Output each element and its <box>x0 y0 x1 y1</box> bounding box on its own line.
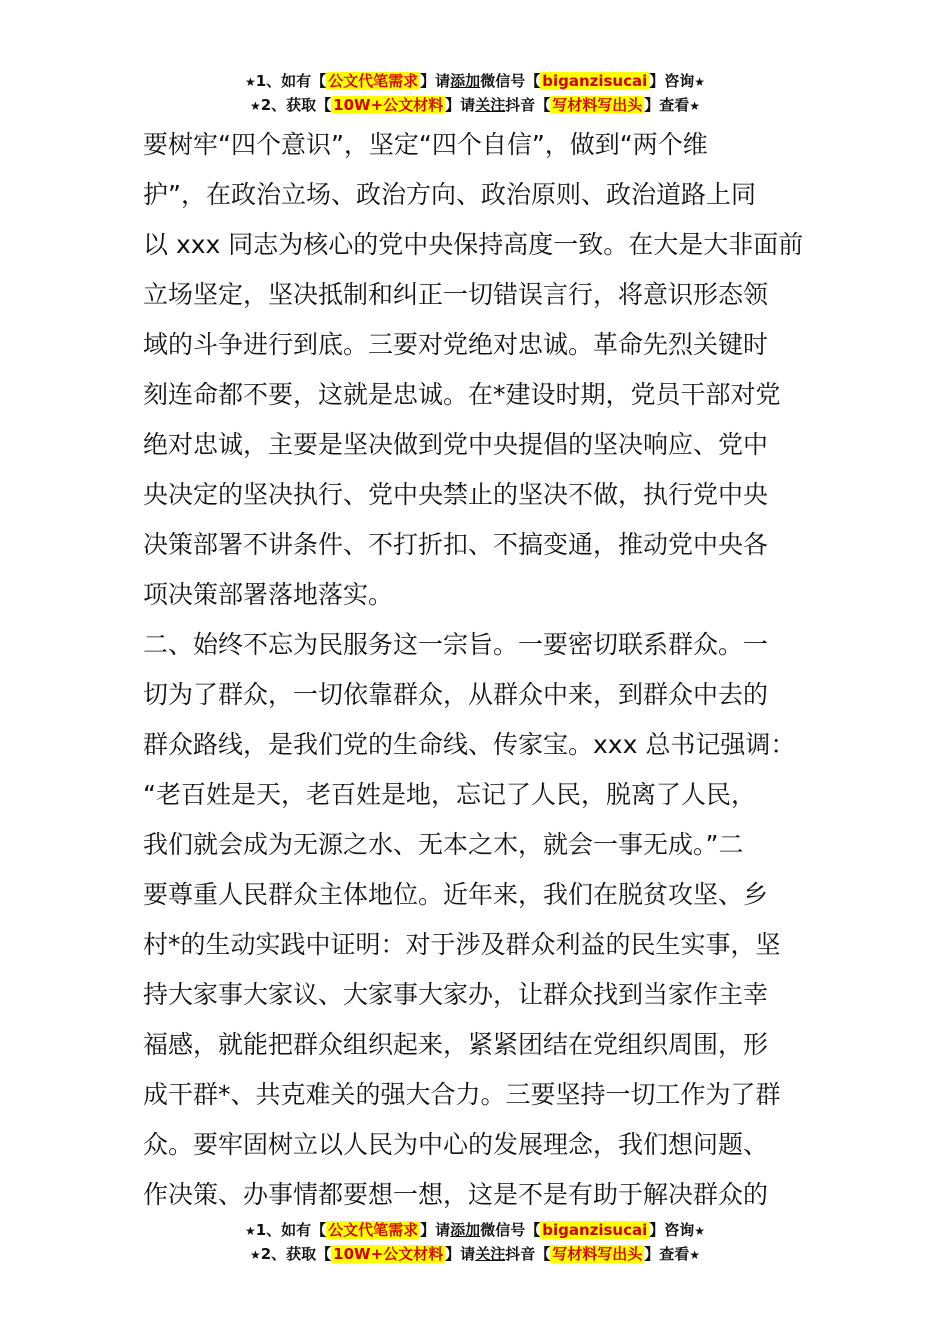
highlight-materials: 10W+公文材料 <box>333 96 444 114</box>
star-icon: ★ <box>244 75 256 89</box>
highlight-douyin-account: 写材料写出头 <box>552 1245 643 1263</box>
header-banner-line-2 <box>0 94 950 117</box>
star-icon: ★ <box>249 99 261 113</box>
banner-text: 1、如有【 <box>255 1221 327 1239</box>
banner-underlined-text: 添加 <box>450 72 481 90</box>
body-line: 要尊重人民群众主体地位。近年来，我们在脱贫攻坚、乡 <box>143 880 769 909</box>
body-line: 项决策部署落地落实。 <box>143 580 394 609</box>
star-icon: ★ <box>689 1248 701 1262</box>
banner-text: 1、如有【 <box>255 72 327 90</box>
footer-banner-line-1 <box>0 1219 950 1242</box>
body-line: 福感，就能把群众组织起来，紧紧团结在党组织周围，形 <box>143 1030 769 1059</box>
body-line: 护”，在政治立场、政治方向、政治原则、政治道路上同 <box>143 180 756 209</box>
body-line: 群众路线，是我们党的生命线、传家宝。xxx 总书记强调： <box>143 730 796 759</box>
banner-text: 】咨询 <box>649 72 695 90</box>
banner-text: 】咨询 <box>649 1221 695 1239</box>
body-line: 央决定的坚决执行、党中央禁止的坚决不做，执行党中央 <box>143 480 769 509</box>
document-body <box>143 120 807 1220</box>
highlight-wechat-id: biganzisucai <box>542 1221 648 1239</box>
banner-text: 抖音【 <box>505 1245 551 1263</box>
star-icon: ★ <box>689 99 701 113</box>
highlight-ghostwriting-service: 公文代笔需求 <box>328 72 419 90</box>
body-line: 域的斗争进行到底。三要对党绝对忠诚。革命先烈关键时 <box>143 330 769 359</box>
banner-text: 】请 <box>420 1221 451 1239</box>
star-icon: ★ <box>694 75 706 89</box>
banner-text: 2、获取【 <box>260 1245 332 1263</box>
star-icon: ★ <box>244 1224 256 1238</box>
banner-text: 2、获取【 <box>260 96 332 114</box>
body-line: 要树牢“四个意识”，坚定“四个自信”，做到“两个维 <box>143 130 708 159</box>
banner-text: 微信号【 <box>480 1221 541 1239</box>
highlight-ghostwriting-service: 公文代笔需求 <box>328 1221 419 1239</box>
banner-text: 微信号【 <box>480 72 541 90</box>
body-line: 切为了群众，一切依靠群众，从群众中来，到群众中去的 <box>143 680 769 709</box>
banner-underlined-text: 关注 <box>475 1245 506 1263</box>
body-line: 作决策、办事情都要想一想，这是不是有助于解决群众的 <box>143 1180 769 1209</box>
body-line: 二、始终不忘为民服务这一宗旨。一要密切联系群众。一 <box>143 630 769 659</box>
body-line: 持大家事大家议、大家事大家办，让群众找到当家作主幸 <box>143 980 769 1009</box>
star-icon: ★ <box>249 1248 261 1262</box>
body-line: 刻连命都不要，这就是忠诚。在*建设时期，党员干部对党 <box>143 380 781 409</box>
banner-text: 】请 <box>445 1245 476 1263</box>
body-line: “老百姓是天，老百姓是地，忘记了人民，脱离了人民， <box>143 780 756 809</box>
body-line: 决策部署不讲条件、不打折扣、不搞变通，推动党中央各 <box>143 530 769 559</box>
highlight-douyin-account: 写材料写出头 <box>552 96 643 114</box>
banner-underlined-text: 添加 <box>450 1221 481 1239</box>
banner-text: 】查看 <box>644 1245 690 1263</box>
body-line: 立场坚定，坚决抵制和纠正一切错误言行，将意识形态领 <box>143 280 769 309</box>
body-line: 以 xxx 同志为核心的党中央保持高度一致。在大是大非面前 <box>143 230 804 259</box>
highlight-materials: 10W+公文材料 <box>333 1245 444 1263</box>
banner-text: 抖音【 <box>505 96 551 114</box>
footer-banner-line-2 <box>0 1243 950 1266</box>
header-banner-line-1 <box>0 70 950 93</box>
body-line: 绝对忠诚，主要是坚决做到党中央提倡的坚决响应、党中 <box>143 430 769 459</box>
banner-underlined-text: 关注 <box>475 96 506 114</box>
banner-text: 】请 <box>445 96 476 114</box>
banner-text: 】请 <box>420 72 451 90</box>
body-line: 村*的生动实践中证明：对于涉及群众利益的民生实事，坚 <box>143 930 781 959</box>
body-line: 众。要牢固树立以人民为中心的发展理念，我们想问题、 <box>143 1130 769 1159</box>
star-icon: ★ <box>694 1224 706 1238</box>
body-line: 我们就会成为无源之水、无本之木，就会一事无成。”二 <box>143 830 744 859</box>
body-line: 成干群*、共克难关的强大合力。三要坚持一切工作为了群 <box>143 1080 781 1109</box>
highlight-wechat-id: biganzisucai <box>542 72 648 90</box>
banner-text: 】查看 <box>644 96 690 114</box>
